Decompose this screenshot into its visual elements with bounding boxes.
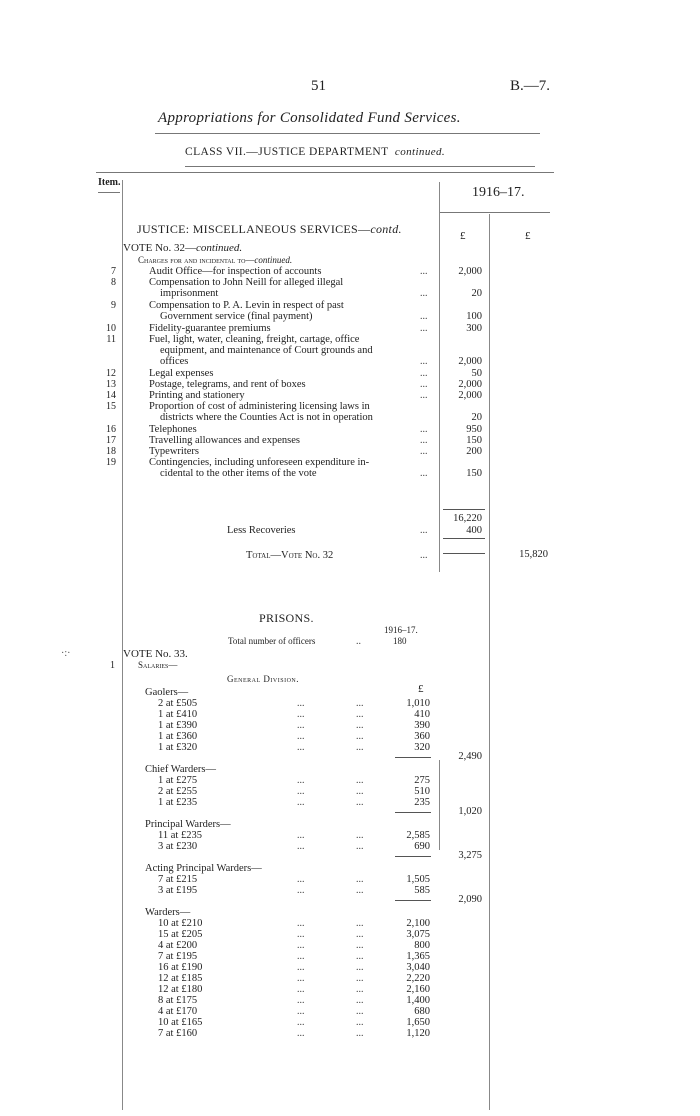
salary-amount: 1,365 xyxy=(406,951,430,962)
item-description-line: Compensation to P. A. Levin in respect of past xyxy=(149,300,344,311)
item-number: 7 xyxy=(111,266,116,277)
leader-dots: ... xyxy=(356,951,364,962)
leader-dots: ... xyxy=(297,885,305,896)
leader-dots: ... xyxy=(356,841,364,852)
leader-dots: ... xyxy=(356,797,364,808)
item-amount: 100 xyxy=(466,311,482,322)
item-amount: 50 xyxy=(471,368,482,379)
salary-amount: 1,650 xyxy=(406,1017,430,1028)
less-recoveries-label: Less Recoveries xyxy=(227,525,296,536)
item-number: 9 xyxy=(111,300,116,311)
leader-dots: ... xyxy=(297,1028,305,1039)
leader-dots: ... xyxy=(420,323,428,334)
salary-rate: 15 at £205 xyxy=(158,929,203,940)
salary-amount: 410 xyxy=(414,709,430,720)
salary-rate: 4 at £200 xyxy=(158,940,198,951)
table-top-rule xyxy=(96,172,554,173)
salary-rate: 1 at £390 xyxy=(158,720,198,731)
leader-dots: ... xyxy=(297,786,305,797)
leader-dots: ... xyxy=(356,775,364,786)
item-description-line: cidental to the other items of the vote xyxy=(160,468,317,479)
currency-left: £ xyxy=(460,230,466,242)
salary-amount: 1,120 xyxy=(406,1028,430,1039)
leader-dots: ... xyxy=(297,973,305,984)
salary-rate: 4 at £170 xyxy=(158,1006,198,1017)
group-total: 2,490 xyxy=(458,751,482,762)
item-number: 13 xyxy=(106,379,116,390)
item-description-line: Telephones xyxy=(149,424,197,435)
item-description-line: Travelling allowances and expenses xyxy=(149,435,300,446)
leader-dots: ... xyxy=(356,973,364,984)
leader-dots: ... xyxy=(356,874,364,885)
item-description-line: imprisonment xyxy=(160,288,219,299)
leader-dots: ... xyxy=(356,918,364,929)
salary-group-title: Principal Warders— xyxy=(145,819,231,830)
salary-group-title: Gaolers— xyxy=(145,687,189,698)
less-recoveries-amount: 400 xyxy=(466,525,482,536)
salary-rate: 8 at £175 xyxy=(158,995,198,1006)
leader-dots: ... xyxy=(297,775,305,786)
item-number: 19 xyxy=(106,457,116,468)
leader-dots: ... xyxy=(420,446,428,457)
item-description-line: Compensation to John Neill for alleged illegal xyxy=(149,277,344,288)
salary-rate: 12 at £185 xyxy=(158,973,203,984)
item-description-line: districts where the Counties Act is not in operation xyxy=(160,412,373,423)
item-description-line: Proportion of cost of administering licensing laws in xyxy=(149,401,370,412)
salary-rate: 1 at £235 xyxy=(158,797,198,808)
leader-dots: ... xyxy=(420,266,428,277)
item-number: 12 xyxy=(106,368,116,379)
page-number: 51 xyxy=(311,78,326,94)
salary-amount: 235 xyxy=(414,797,430,808)
leader-dots: ... xyxy=(297,940,305,951)
salary-amount: 360 xyxy=(414,731,430,742)
justice-section-title-text: JUSTICE: MISCELLANEOUS SERVICES— xyxy=(137,222,371,236)
item-amount: 20 xyxy=(471,288,482,299)
group-total: 3,275 xyxy=(458,850,482,861)
subtotal-rule xyxy=(443,509,485,510)
salary-rate: 11 at £235 xyxy=(158,830,202,841)
year-header-rule xyxy=(440,212,550,213)
item-number: 16 xyxy=(106,424,116,435)
justice-vote-text: VOTE No. 32— xyxy=(123,242,197,254)
less-rule xyxy=(443,538,485,539)
salary-amount: 3,040 xyxy=(406,962,430,973)
leader-dots: ... xyxy=(356,830,364,841)
item-amount: 2,000 xyxy=(458,356,482,367)
leader-dots: ... xyxy=(420,379,428,390)
page-code: B.—7. xyxy=(510,78,551,94)
leader-dots: ... xyxy=(297,709,305,720)
item-amount: 200 xyxy=(466,446,482,457)
leader-dots: ... xyxy=(297,951,305,962)
salary-group-title: Acting Principal Warders— xyxy=(145,863,262,874)
item-description-line: Contingencies, including unforeseen expenditure in- xyxy=(149,457,370,468)
vote-total-rule xyxy=(443,553,485,554)
vote-total-label: Total—Vote No. 32 xyxy=(246,550,334,561)
leader-dots: ... xyxy=(297,929,305,940)
leader-dots: ... xyxy=(356,995,364,1006)
leader-dots: ... xyxy=(420,468,428,479)
item-description-line: Postage, telegrams, and rent of boxes xyxy=(149,379,306,390)
right-amount-column-line xyxy=(489,214,490,1110)
vote-total-amount: 15,820 xyxy=(519,549,548,560)
item-description-line: Printing and stationery xyxy=(149,390,245,401)
item-amount: 300 xyxy=(466,323,482,334)
prisons-item-number: 1 xyxy=(110,660,115,671)
salary-rate: 2 at £505 xyxy=(158,698,198,709)
salary-rate: 7 at £195 xyxy=(158,951,198,962)
prisons-currency: £ xyxy=(418,683,424,695)
leader-dots: ... xyxy=(356,885,364,896)
item-amount: 2,000 xyxy=(458,379,482,390)
item-column-line xyxy=(122,180,123,1110)
leader-dots: ... xyxy=(297,984,305,995)
leader-dots: ... xyxy=(297,698,305,709)
justice-charges-label xyxy=(138,255,292,265)
salary-rate: 3 at £195 xyxy=(158,885,198,896)
salaries-label: Salaries— xyxy=(138,660,178,670)
salary-amount: 680 xyxy=(414,1006,430,1017)
salary-group-title: Chief Warders— xyxy=(145,764,216,775)
leader-dots: ... xyxy=(297,720,305,731)
item-amount: 20 xyxy=(471,412,482,423)
salary-amount: 2,220 xyxy=(406,973,430,984)
justice-section-title xyxy=(137,222,402,237)
leader-dots: ... xyxy=(297,841,305,852)
item-description-line: Fidelity-guarantee premiums xyxy=(149,323,271,334)
salary-rate: 16 at £190 xyxy=(158,962,203,973)
leader-dots: ... xyxy=(420,424,428,435)
item-amount: 2,000 xyxy=(458,266,482,277)
general-division-label: General Division. xyxy=(227,674,299,684)
officers-dots: .. xyxy=(356,636,361,647)
salary-rate: 7 at £160 xyxy=(158,1028,198,1039)
prisons-left-column-line xyxy=(439,760,440,850)
item-number: 17 xyxy=(106,435,116,446)
item-description-line: Government service (final payment) xyxy=(160,311,313,322)
justice-section-contd: contd. xyxy=(370,222,402,236)
salary-rate: 2 at £255 xyxy=(158,786,198,797)
officers-count: 180 xyxy=(393,636,407,646)
salary-amount: 320 xyxy=(414,742,430,753)
salary-amount: 585 xyxy=(414,885,430,896)
leader-dots: ... xyxy=(356,1028,364,1039)
leader-dots: ... xyxy=(356,731,364,742)
leader-dots: ... xyxy=(356,1006,364,1017)
salary-rate: 12 at £180 xyxy=(158,984,203,995)
leader-dots: ... xyxy=(297,830,305,841)
leader-dots: ... xyxy=(356,698,364,709)
salary-rate: 7 at £215 xyxy=(158,874,198,885)
salary-rate: 10 at £210 xyxy=(158,918,203,929)
salary-amount: 510 xyxy=(414,786,430,797)
leader-dots: ... xyxy=(356,962,364,973)
salary-rate: 1 at £360 xyxy=(158,731,198,742)
leader-dots: ... xyxy=(420,288,428,299)
item-header-rule xyxy=(98,192,120,193)
item-number: 11 xyxy=(106,334,116,345)
salary-amount: 1,505 xyxy=(406,874,430,885)
leader-dots: ... xyxy=(356,1017,364,1028)
leader-dots: ... xyxy=(297,797,305,808)
leader-dots: ... xyxy=(297,1017,305,1028)
salary-amount: 2,160 xyxy=(406,984,430,995)
item-description-line: Fuel, light, water, cleaning, freight, cartage, office xyxy=(149,334,360,345)
leader-dots: ... xyxy=(356,742,364,753)
leader-dots: ... xyxy=(420,435,428,446)
leader-dots: ... xyxy=(356,786,364,797)
prisons-section-title: PRISONS. xyxy=(259,611,314,625)
margin-mark: ·:· xyxy=(61,648,71,659)
salary-amount: 1,400 xyxy=(406,995,430,1006)
leader-dots: ... xyxy=(356,929,364,940)
item-amount: 2,000 xyxy=(458,390,482,401)
year-header: 1916–17. xyxy=(472,185,525,200)
item-number: 15 xyxy=(106,401,116,412)
item-amount: 150 xyxy=(466,468,482,479)
leader-dots: ... xyxy=(297,962,305,973)
leader-dots: ... xyxy=(356,984,364,995)
currency-right: £ xyxy=(525,230,531,242)
item-amount: 150 xyxy=(466,435,482,446)
less-recoveries-dots: ... xyxy=(420,525,428,536)
vote-total-dots: ... xyxy=(420,550,428,561)
class-title xyxy=(185,146,445,158)
item-number: 18 xyxy=(106,446,116,457)
leader-dots: ... xyxy=(297,995,305,1006)
leader-dots: ... xyxy=(420,368,428,379)
salary-rate: 10 at £165 xyxy=(158,1017,203,1028)
leader-dots: ... xyxy=(297,731,305,742)
class-title-text: CLASS VII.—JUSTICE DEPARTMENT xyxy=(185,146,389,158)
leader-dots: ... xyxy=(297,918,305,929)
item-description-line: equipment, and maintenance of Court grounds and xyxy=(160,345,373,356)
salary-rate: 1 at £275 xyxy=(158,775,198,786)
officers-year: 1916–17. xyxy=(384,625,418,635)
leader-dots: ... xyxy=(297,1006,305,1017)
salary-amount: 800 xyxy=(414,940,430,951)
salary-group-title: Warders— xyxy=(145,907,191,918)
title-rule xyxy=(155,133,540,134)
salary-rate: 3 at £230 xyxy=(158,841,198,852)
leader-dots: ... xyxy=(297,874,305,885)
item-description-line: offices xyxy=(160,356,189,367)
leader-dots: ... xyxy=(420,311,428,322)
group-total: 2,090 xyxy=(458,894,482,905)
item-number: 10 xyxy=(106,323,116,334)
justice-charges-text: Charges for and incidental to— xyxy=(138,255,255,265)
salary-amount: 2,585 xyxy=(406,830,430,841)
leader-dots: ... xyxy=(356,709,364,720)
class-title-continued: continued. xyxy=(394,146,446,158)
item-description-line: Audit Office—for inspection of accounts xyxy=(149,266,322,277)
item-number: 14 xyxy=(106,390,116,401)
justice-vote-label xyxy=(123,242,242,254)
salary-amount: 690 xyxy=(414,841,430,852)
salary-amount: 390 xyxy=(414,720,430,731)
salary-amount: 3,075 xyxy=(406,929,430,940)
officers-label: Total number of officers xyxy=(228,636,316,646)
leader-dots: ... xyxy=(297,742,305,753)
item-column-header: Item. xyxy=(98,177,121,188)
item-amount: 950 xyxy=(466,424,482,435)
leader-dots: ... xyxy=(356,720,364,731)
justice-vote-continued: continued. xyxy=(196,242,243,254)
justice-charges-continued: continued. xyxy=(254,255,293,265)
page-title: Appropriations for Consolidated Fund Services. xyxy=(158,110,461,126)
leader-dots: ... xyxy=(356,940,364,951)
prisons-vote-label: VOTE No. 33. xyxy=(123,648,188,660)
salary-rate: 1 at £410 xyxy=(158,709,198,720)
item-description-line: Legal expenses xyxy=(149,368,214,379)
salary-amount: 275 xyxy=(414,775,430,786)
salary-amount: 1,010 xyxy=(406,698,430,709)
group-total: 1,020 xyxy=(458,806,482,817)
justice-subtotal: 16,220 xyxy=(453,513,482,524)
leader-dots: ... xyxy=(420,390,428,401)
class-rule xyxy=(185,166,535,167)
salary-amount: 2,100 xyxy=(406,918,430,929)
item-number: 8 xyxy=(111,277,116,288)
leader-dots: ... xyxy=(420,356,428,367)
item-description-line: Typewriters xyxy=(149,446,199,457)
salary-rate: 1 at £320 xyxy=(158,742,198,753)
